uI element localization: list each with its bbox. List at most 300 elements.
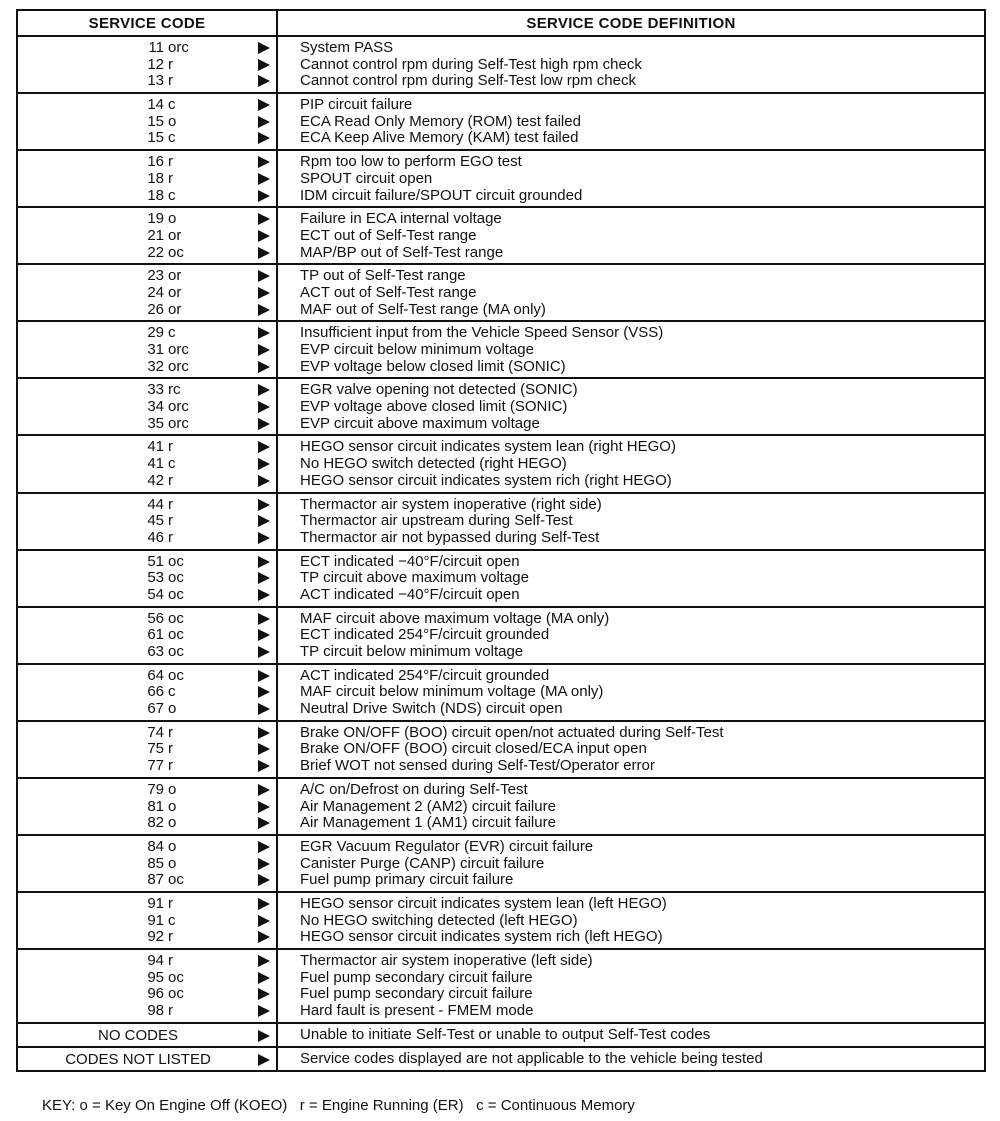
code-entry xyxy=(18,211,276,228)
code-entry xyxy=(18,154,276,171)
arrow-right-icon xyxy=(258,361,270,373)
code-group-row xyxy=(17,264,985,321)
code-definition: Fuel pump secondary circuit failure xyxy=(300,968,533,986)
code-group-codes xyxy=(17,664,277,721)
service-code-document xyxy=(16,9,984,1114)
code-group-row xyxy=(17,835,985,892)
code-definition: No HEGO switching detected (left HEGO) xyxy=(300,911,578,929)
special-code-row xyxy=(17,1023,985,1047)
service-code-number: 41 xyxy=(147,438,164,456)
service-code-number: 46 xyxy=(147,528,164,546)
code-definition: System PASS xyxy=(300,39,394,56)
service-code-number: 81 xyxy=(147,797,164,815)
test-mode-letters: oc xyxy=(168,243,184,261)
code-entry xyxy=(18,839,276,856)
service-code-number: 44 xyxy=(147,495,164,513)
test-mode-letters: o xyxy=(168,210,177,228)
code-entry xyxy=(18,268,276,285)
code-definition: IDM circuit failure/SPOUT circuit grounded xyxy=(300,186,583,204)
test-mode-letters: c xyxy=(168,186,176,204)
test-mode-letters: c xyxy=(168,129,176,147)
table-body xyxy=(17,36,985,1071)
code-group-definitions xyxy=(277,207,985,264)
service-code-number: 15 xyxy=(147,112,164,130)
service-code-number: 35 xyxy=(147,414,164,432)
code-definition: ECT out of Self-Test range xyxy=(300,226,477,244)
code-entry xyxy=(18,497,276,514)
arrow-right-icon xyxy=(258,784,270,796)
code-entry xyxy=(18,587,276,604)
code-entry xyxy=(18,758,276,775)
code-entry xyxy=(18,473,276,490)
code-group-codes xyxy=(17,207,277,264)
test-mode-letters: or xyxy=(168,226,182,244)
code-group-codes xyxy=(17,93,277,150)
test-mode-letters: r xyxy=(168,894,173,912)
code-group-definitions xyxy=(277,550,985,607)
service-code-number: 15 xyxy=(147,129,164,147)
special-code-cell xyxy=(17,1047,277,1071)
code-entry xyxy=(18,1003,276,1020)
code-entry xyxy=(18,872,276,889)
service-code-number: 98 xyxy=(147,1002,164,1020)
code-entry xyxy=(18,342,276,359)
service-code-number: 13 xyxy=(147,72,164,90)
code-definition: EGR Vacuum Regulator (EVR) circuit failure xyxy=(300,837,594,855)
arrow-right-icon xyxy=(258,75,270,87)
code-group-definitions xyxy=(277,721,985,778)
test-mode-letters: oc xyxy=(168,985,184,1003)
code-group-definitions xyxy=(277,36,985,93)
code-group-definitions xyxy=(277,493,985,550)
test-mode-letters: r xyxy=(168,740,173,758)
test-mode-letters: orc xyxy=(168,398,189,416)
test-mode-letters: r xyxy=(168,952,173,969)
service-code-number: 75 xyxy=(147,740,164,758)
code-definition: Thermactor air system inoperative (right side) xyxy=(300,495,602,513)
service-code-number: 53 xyxy=(147,569,164,587)
code-group-row xyxy=(17,435,985,492)
arrow-right-icon xyxy=(258,915,270,927)
service-code-number: 63 xyxy=(147,643,164,660)
arrow-right-icon xyxy=(258,247,270,259)
test-mode-letters: r xyxy=(168,928,173,946)
code-group-definitions xyxy=(277,835,985,892)
test-mode-letters: o xyxy=(168,797,177,815)
code-group-codes xyxy=(17,892,277,949)
arrow-right-icon xyxy=(258,270,270,282)
arrow-right-icon xyxy=(258,1030,270,1042)
arrow-right-icon xyxy=(258,384,270,396)
code-group-codes xyxy=(17,435,277,492)
test-mode-letters: orc xyxy=(168,39,189,56)
service-code-number: 94 xyxy=(147,952,164,969)
service-code-number: 32 xyxy=(147,357,164,375)
code-entry xyxy=(18,611,276,628)
test-mode-letters: o xyxy=(168,780,177,798)
arrow-right-icon xyxy=(258,230,270,242)
code-entry xyxy=(18,913,276,930)
code-definition: MAF circuit above maximum voltage (MA only) xyxy=(300,609,610,627)
code-definition: Brake ON/OFF (BOO) circuit closed/ECA input open xyxy=(300,740,647,758)
code-definition: ACT indicated 254°F/circuit grounded xyxy=(300,666,550,684)
service-code-number: 22 xyxy=(147,243,164,261)
code-group-definitions xyxy=(277,264,985,321)
code-group-codes xyxy=(17,721,277,778)
test-mode-letters: oc xyxy=(168,871,184,889)
code-entry xyxy=(18,188,276,205)
service-code-number: 95 xyxy=(147,968,164,986)
arrow-right-icon xyxy=(258,613,270,625)
code-definition: EVP voltage below closed limit (SONIC) xyxy=(300,357,566,375)
code-group-codes xyxy=(17,150,277,207)
arrow-right-icon xyxy=(258,401,270,413)
service-code-number: 16 xyxy=(147,153,164,171)
test-mode-letters: r xyxy=(168,723,173,741)
service-code-number: 77 xyxy=(147,757,164,775)
service-code-number: 82 xyxy=(147,814,164,832)
service-code-number: 19 xyxy=(147,210,164,228)
service-code-number: 54 xyxy=(147,585,164,603)
arrow-right-icon xyxy=(258,327,270,339)
code-group-row xyxy=(17,892,985,949)
service-code-number: 18 xyxy=(147,186,164,204)
code-entry xyxy=(18,114,276,131)
arrow-right-icon xyxy=(258,760,270,772)
code-definition: MAF circuit below minimum voltage (MA only) xyxy=(300,683,604,701)
code-entry xyxy=(18,815,276,832)
code-group-definitions xyxy=(277,949,985,1023)
special-code-definition: Service codes displayed are not applicable to the vehicle being tested xyxy=(277,1047,985,1071)
code-definition: ECA Keep Alive Memory (KAM) test failed xyxy=(300,129,579,147)
arrow-right-icon xyxy=(258,304,270,316)
arrow-right-icon xyxy=(258,572,270,584)
code-definition: EVP voltage above closed limit (SONIC) xyxy=(300,398,568,416)
test-mode-letters: r xyxy=(168,1002,173,1020)
code-entry xyxy=(18,970,276,987)
code-group-codes xyxy=(17,778,277,835)
code-definition: Cannot control rpm during Self-Test high rpm check xyxy=(300,55,642,73)
code-definition: ACT out of Self-Test range xyxy=(300,283,477,301)
test-mode-letters: r xyxy=(168,512,173,530)
test-mode-letters: c xyxy=(168,683,176,701)
code-group-row xyxy=(17,378,985,435)
arrow-right-icon xyxy=(258,42,270,54)
arrow-right-icon xyxy=(258,556,270,568)
code-definition: Hard fault is present - FMEM mode xyxy=(300,1002,534,1020)
code-entry xyxy=(18,456,276,473)
arrow-right-icon xyxy=(258,898,270,910)
code-group-row xyxy=(17,778,985,835)
arrow-right-icon xyxy=(258,955,270,967)
test-mode-letters: oc xyxy=(168,552,184,570)
code-entry xyxy=(18,57,276,74)
arrow-right-icon xyxy=(258,441,270,453)
service-code-number: 61 xyxy=(147,626,164,644)
code-group-codes xyxy=(17,36,277,93)
test-mode-letters: c xyxy=(168,324,176,342)
service-code-number: 96 xyxy=(147,985,164,1003)
code-definition: Brake ON/OFF (BOO) circuit open/not actuated during Self-Test xyxy=(300,723,724,741)
test-mode-letters: or xyxy=(168,300,182,318)
code-entry xyxy=(18,627,276,644)
arrow-right-icon xyxy=(258,670,270,682)
arrow-right-icon xyxy=(258,532,270,544)
service-code-table xyxy=(16,9,986,1072)
code-entry xyxy=(18,359,276,376)
code-entry xyxy=(18,130,276,147)
code-entry xyxy=(18,799,276,816)
code-entry xyxy=(18,725,276,742)
test-mode-letters: or xyxy=(168,267,182,285)
service-code-number: 34 xyxy=(147,398,164,416)
code-entry xyxy=(18,228,276,245)
test-mode-letters: c xyxy=(168,96,176,114)
code-entry xyxy=(18,97,276,114)
code-group-row xyxy=(17,321,985,378)
code-entry xyxy=(18,570,276,587)
service-code-number: 42 xyxy=(147,471,164,489)
test-mode-letters: o xyxy=(168,814,177,832)
test-mode-letters: c xyxy=(168,455,176,473)
code-entry xyxy=(18,644,276,661)
code-group-codes xyxy=(17,835,277,892)
code-definition: Air Management 2 (AM2) circuit failure xyxy=(300,797,556,815)
code-group-definitions xyxy=(277,150,985,207)
test-mode-letters: or xyxy=(168,283,182,301)
code-entry xyxy=(18,896,276,913)
arrow-right-icon xyxy=(258,499,270,511)
arrow-right-icon xyxy=(258,646,270,658)
test-mode-letters: orc xyxy=(168,341,189,358)
code-definition: ECT indicated −40°F/circuit open xyxy=(300,552,520,570)
service-code-number: 14 xyxy=(147,96,164,114)
service-code-number: 92 xyxy=(147,928,164,946)
arrow-right-icon xyxy=(258,344,270,356)
code-entry xyxy=(18,382,276,399)
service-code-number: 33 xyxy=(147,381,164,399)
code-group-codes xyxy=(17,550,277,607)
code-definition: No HEGO switch detected (right HEGO) xyxy=(300,455,567,473)
service-code-column-header: SERVICE CODE xyxy=(17,10,277,36)
service-code-number: 85 xyxy=(147,854,164,872)
service-code-number: 23 xyxy=(147,267,164,285)
code-definition: SPOUT circuit open xyxy=(300,169,433,187)
code-group-definitions xyxy=(277,378,985,435)
service-code-number: 56 xyxy=(147,609,164,627)
arrow-right-icon xyxy=(258,589,270,601)
service-code-number: 87 xyxy=(147,871,164,889)
code-group-row xyxy=(17,36,985,93)
code-entry xyxy=(18,530,276,547)
service-code-number: 26 xyxy=(147,300,164,318)
service-code-number: 66 xyxy=(147,683,164,701)
code-group-codes xyxy=(17,493,277,550)
arrow-right-icon xyxy=(258,287,270,299)
arrow-right-icon xyxy=(258,515,270,527)
code-group-definitions xyxy=(277,892,985,949)
test-mode-letters: o xyxy=(168,854,177,872)
test-mode-letters: orc xyxy=(168,357,189,375)
code-group-definitions xyxy=(277,607,985,664)
code-definition: Failure in ECA internal voltage xyxy=(300,210,502,228)
service-code-number: 29 xyxy=(147,324,164,342)
service-code-definition-column-header: SERVICE CODE DEFINITION xyxy=(277,10,985,36)
code-entry xyxy=(18,782,276,799)
code-group-row xyxy=(17,493,985,550)
code-definition: EVP circuit above maximum voltage xyxy=(300,414,540,432)
code-group-row xyxy=(17,949,985,1023)
arrow-right-icon xyxy=(258,190,270,202)
arrow-right-icon xyxy=(258,458,270,470)
arrow-right-icon xyxy=(258,686,270,698)
test-mode-letters: orc xyxy=(168,414,189,432)
test-mode-letters: oc xyxy=(168,569,184,587)
service-code-number: 79 xyxy=(147,780,164,798)
code-group-row xyxy=(17,721,985,778)
test-mode-letters: r xyxy=(168,495,173,513)
arrow-right-icon xyxy=(258,213,270,225)
arrow-right-icon xyxy=(258,858,270,870)
code-definition: HEGO sensor circuit indicates system rich (right HEGO) xyxy=(300,471,672,489)
test-mode-letters: oc xyxy=(168,643,184,660)
code-definition: HEGO sensor circuit indicates system rich (left HEGO) xyxy=(300,928,663,946)
service-code-number: 84 xyxy=(147,837,164,855)
service-code-number: 91 xyxy=(147,911,164,929)
code-entry xyxy=(18,399,276,416)
table-header-row xyxy=(17,10,985,36)
test-mode-letters: r xyxy=(168,438,173,456)
code-entry xyxy=(18,73,276,90)
test-mode-letters: o xyxy=(168,837,177,855)
arrow-right-icon xyxy=(258,132,270,144)
code-group-definitions xyxy=(277,664,985,721)
code-definition: Air Management 1 (AM1) circuit failure xyxy=(300,814,556,832)
code-group-row xyxy=(17,150,985,207)
code-entry xyxy=(18,668,276,685)
test-mode-letters: r xyxy=(168,153,173,171)
code-definition: TP out of Self-Test range xyxy=(300,267,466,285)
code-group-row xyxy=(17,207,985,264)
key-legend: KEY: o = Key On Engine Off (KOEO) r = Engine Running (ER) c = Continuous Memory xyxy=(42,1097,635,1114)
code-group-definitions xyxy=(277,435,985,492)
code-definition: ECT indicated 254°F/circuit grounded xyxy=(300,626,550,644)
code-entry xyxy=(18,929,276,946)
special-code-label: NO CODES xyxy=(97,1026,178,1044)
code-group-row xyxy=(17,664,985,721)
service-code-number: 74 xyxy=(147,723,164,741)
code-entry xyxy=(18,439,276,456)
service-code-number: 91 xyxy=(147,894,164,912)
arrow-right-icon xyxy=(258,931,270,943)
code-entry xyxy=(18,245,276,262)
test-mode-letters: rc xyxy=(168,381,181,399)
code-definition: HEGO sensor circuit indicates system lean (right HEGO) xyxy=(300,438,676,456)
arrow-right-icon xyxy=(258,173,270,185)
test-mode-letters: r xyxy=(168,757,173,775)
arrow-right-icon xyxy=(258,801,270,813)
code-entry xyxy=(18,513,276,530)
code-definition: A/C on/Defrost on during Self-Test xyxy=(300,780,528,798)
code-entry xyxy=(18,171,276,188)
arrow-right-icon xyxy=(258,156,270,168)
service-code-number: 67 xyxy=(147,700,164,718)
code-definition: ACT indicated −40°F/circuit open xyxy=(300,585,520,603)
code-group-definitions xyxy=(277,321,985,378)
test-mode-letters: oc xyxy=(168,626,184,644)
arrow-right-icon xyxy=(258,743,270,755)
arrow-right-icon xyxy=(258,116,270,128)
special-code-cell xyxy=(17,1023,277,1047)
arrow-right-icon xyxy=(258,727,270,739)
code-definition: Cannot control rpm during Self-Test low rpm check xyxy=(300,72,636,90)
code-entry xyxy=(18,701,276,718)
code-entry xyxy=(18,684,276,701)
test-mode-letters: oc xyxy=(168,666,184,684)
code-definition: Fuel pump primary circuit failure xyxy=(300,871,514,889)
arrow-right-icon xyxy=(258,1054,270,1066)
code-entry xyxy=(18,40,276,57)
service-code-number: 31 xyxy=(147,341,164,358)
code-definition: ECA Read Only Memory (ROM) test failed xyxy=(300,112,581,130)
arrow-right-icon xyxy=(258,418,270,430)
service-code-number: 64 xyxy=(147,666,164,684)
service-code-number: 21 xyxy=(147,226,164,244)
service-code-number: 12 xyxy=(147,55,164,73)
code-group-codes xyxy=(17,321,277,378)
code-definition: HEGO sensor circuit indicates system lean (left HEGO) xyxy=(300,894,667,912)
code-definition: MAF out of Self-Test range (MA only) xyxy=(300,300,546,318)
code-definition: EVP circuit below minimum voltage xyxy=(300,341,534,358)
test-mode-letters: r xyxy=(168,471,173,489)
code-group-row xyxy=(17,93,985,150)
code-group-definitions xyxy=(277,778,985,835)
code-definition: Fuel pump secondary circuit failure xyxy=(300,985,533,1003)
service-code-number: 51 xyxy=(147,552,164,570)
arrow-right-icon xyxy=(258,99,270,111)
arrow-right-icon xyxy=(258,629,270,641)
service-code-number: 18 xyxy=(147,169,164,187)
special-code-row xyxy=(17,1047,985,1071)
code-entry xyxy=(18,986,276,1003)
code-entry xyxy=(18,741,276,758)
test-mode-letters: oc xyxy=(168,585,184,603)
code-entry xyxy=(18,953,276,970)
arrow-right-icon xyxy=(258,817,270,829)
code-definition: TP circuit above maximum voltage xyxy=(300,569,529,587)
special-code-definition: Unable to initiate Self-Test or unable to output Self-Test codes xyxy=(277,1023,985,1047)
code-entry xyxy=(18,416,276,433)
code-definition: MAP/BP out of Self-Test range xyxy=(300,243,504,261)
test-mode-letters: r xyxy=(168,72,173,90)
code-definition: Brief WOT not sensed during Self-Test/Operator error xyxy=(300,757,655,775)
test-mode-letters: oc xyxy=(168,609,184,627)
code-group-definitions xyxy=(277,93,985,150)
service-code-number: 24 xyxy=(147,283,164,301)
code-definition: PIP circuit failure xyxy=(300,96,413,114)
test-mode-letters: o xyxy=(168,700,177,718)
code-entry xyxy=(18,856,276,873)
code-entry xyxy=(18,302,276,319)
test-mode-letters: o xyxy=(168,112,177,130)
test-mode-letters: r xyxy=(168,169,173,187)
code-group-codes xyxy=(17,264,277,321)
code-definition: Neutral Drive Switch (NDS) circuit open xyxy=(300,700,563,718)
test-mode-letters: r xyxy=(168,528,173,546)
code-group-codes xyxy=(17,949,277,1023)
arrow-right-icon xyxy=(258,703,270,715)
service-code-number: 41 xyxy=(147,455,164,473)
